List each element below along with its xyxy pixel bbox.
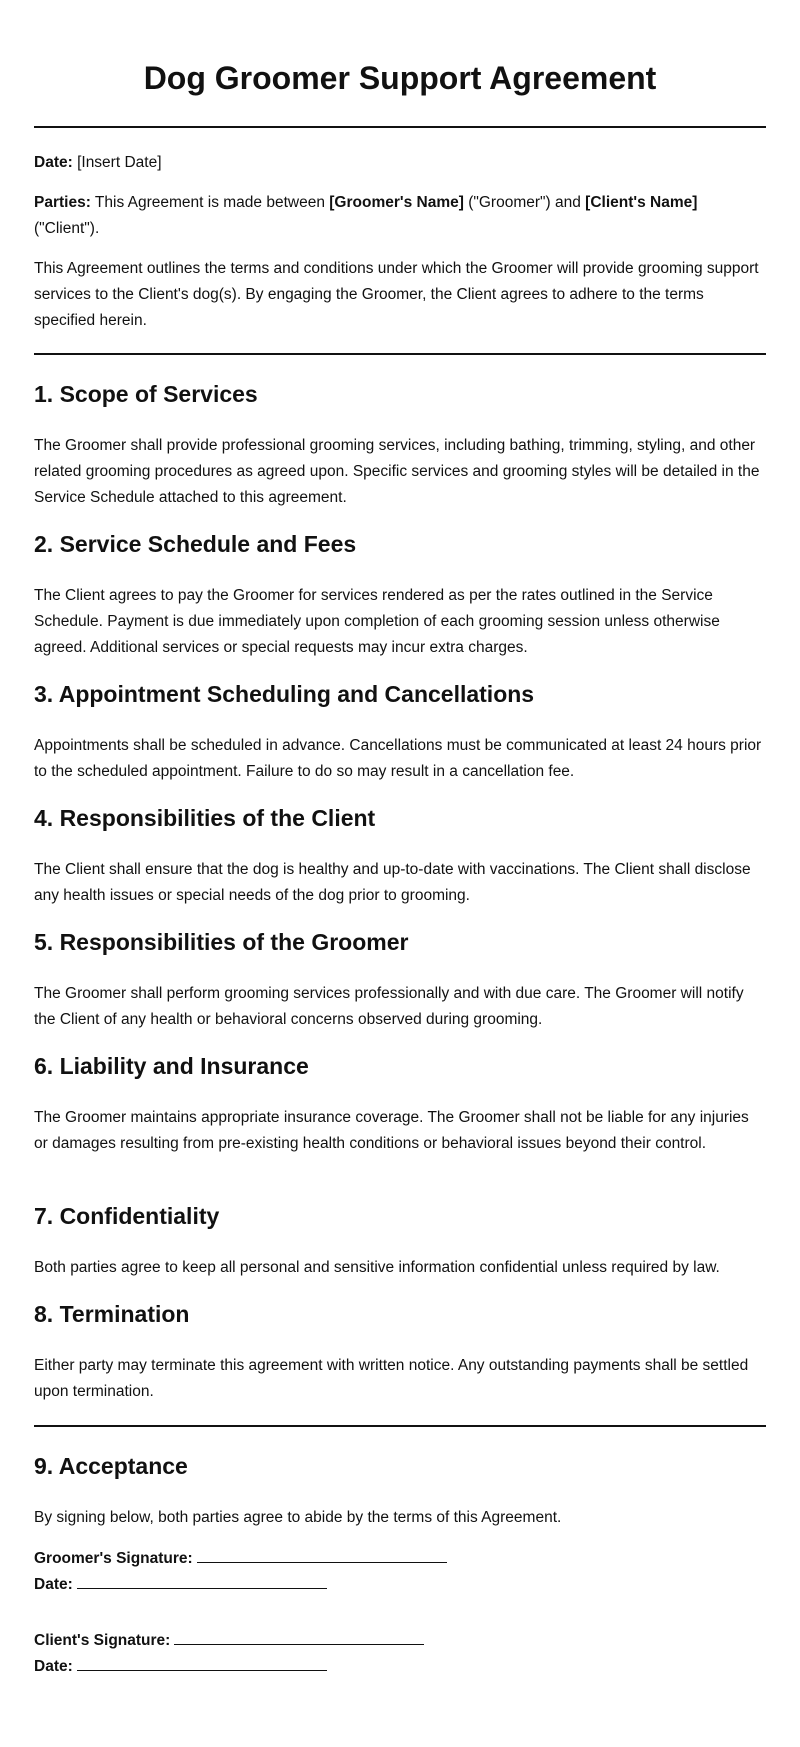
section-liability [34, 1051, 766, 1081]
section-schedule-text [34, 583, 766, 661]
intro-overview [34, 256, 766, 334]
section-groomer-text [34, 981, 766, 1033]
client-date-label: Date: [34, 1658, 73, 1675]
parties-text: This Agreement is made between [94, 194, 325, 211]
client-signature-field[interactable] [174, 1628, 424, 1645]
divider [34, 353, 766, 355]
section-termination-text [34, 1353, 766, 1405]
section-text: The Groomer maintains appropriate insurance coverage. The Groomer shall not be liable for any injuries or damages resulting from pre-existing health conditions or behavioral issues beyond their control. [34, 1109, 749, 1152]
divider [34, 1425, 766, 1427]
date-label: Date: [34, 154, 73, 171]
groomer-date-field[interactable] [77, 1572, 327, 1589]
groomer-signature-field[interactable] [197, 1546, 447, 1563]
section-text: Either party may terminate this agreement with written notice. Any outstanding payments shall be settled upon termination. [34, 1357, 749, 1400]
section-client-text [34, 857, 766, 909]
section-confidentiality-text [34, 1255, 766, 1281]
groomer-signature-label: Groomer's Signature: [34, 1550, 193, 1567]
section-heading: 8. Termination [34, 1301, 190, 1327]
groomer-signature-line [34, 1546, 766, 1572]
section-heading: 9. Acceptance [34, 1453, 188, 1479]
section-heading: 4. Responsibilities of the Client [34, 805, 376, 831]
parties-label: Parties: [34, 194, 91, 211]
section-confidentiality [34, 1201, 766, 1231]
section-text: The Groomer shall provide professional grooming services, including bathing, trimming, styling, and other related grooming procedures as agreed upon. Specific services and grooming styles will be detailed in the Service Schedule attached to this agreement. [34, 437, 760, 506]
section-appointments-text [34, 733, 766, 785]
page-title: Dog Groomer Support Agreement [143, 60, 657, 96]
groomer-date-line [34, 1572, 766, 1598]
client-date-line [34, 1654, 766, 1680]
section-text: The Client shall ensure that the dog is healthy and up-to-date with vaccinations. The Client shall disclose any health issues or special needs of the dog prior to grooming. [34, 861, 751, 904]
section-groomer-responsibilities [34, 927, 766, 957]
section-heading: 5. Responsibilities of the Groomer [34, 929, 409, 955]
section-acceptance-text [34, 1505, 766, 1531]
groomer-date-label: Date: [34, 1576, 73, 1593]
section-liability-text [34, 1105, 766, 1157]
overview-text: This Agreement outlines the terms and conditions under which the Groomer will provide grooming support services to the Client's dog(s). By engaging the Groomer, the Client agrees to adhere to the terms specified herein. [34, 260, 759, 329]
section-heading: 7. Confidentiality [34, 1203, 220, 1229]
client-signature-block [34, 1628, 766, 1680]
section-scope-of-services [34, 379, 766, 409]
date-value: [Insert Date] [77, 154, 162, 171]
section-heading: 3. Appointment Scheduling and Cancellations [34, 681, 535, 707]
section-text: The Client agrees to pay the Groomer for services rendered as per the rates outlined in the Service Schedule. Payment is due immediately upon completion of each grooming session unless otherwise agreed. Additional services or special requests may incur extra charges. [34, 587, 720, 656]
divider [34, 126, 766, 128]
section-appointments [34, 679, 766, 709]
section-client-responsibilities [34, 803, 766, 833]
groomer-signature-block [34, 1546, 766, 1598]
section-text: Appointments shall be scheduled in advance. Cancellations must be communicated at least 24 hours prior to the scheduled appointment. Failure to do so may result in a cancellation fee. [34, 737, 762, 780]
client-name: [Client's Name] [585, 194, 698, 211]
section-scope-text [34, 433, 766, 511]
intro-date [34, 150, 766, 176]
section-heading: 6. Liability and Insurance [34, 1053, 309, 1079]
groomer-name: [Groomer's Name] [329, 194, 464, 211]
section-heading: 1. Scope of Services [34, 381, 258, 407]
section-acceptance [34, 1451, 766, 1481]
section-termination [34, 1299, 766, 1329]
section-text: The Groomer shall perform grooming services professionally and with due care. The Groomer will notify the Client of any health or behavioral concerns observed during grooming. [34, 985, 744, 1028]
section-schedule-fees [34, 529, 766, 559]
client-date-field[interactable] [77, 1654, 327, 1671]
section-text: Both parties agree to keep all personal and sensitive information confidential unless required by law. [34, 1259, 720, 1276]
client-role: ("Client"). [34, 220, 100, 237]
section-text: By signing below, both parties agree to abide by the terms of this Agreement. [34, 1509, 562, 1526]
client-signature-label: Client's Signature: [34, 1632, 171, 1649]
intro-parties [34, 190, 766, 242]
groomer-role: ("Groomer") and [468, 194, 581, 211]
section-heading: 2. Service Schedule and Fees [34, 531, 357, 557]
client-signature-line [34, 1628, 766, 1654]
